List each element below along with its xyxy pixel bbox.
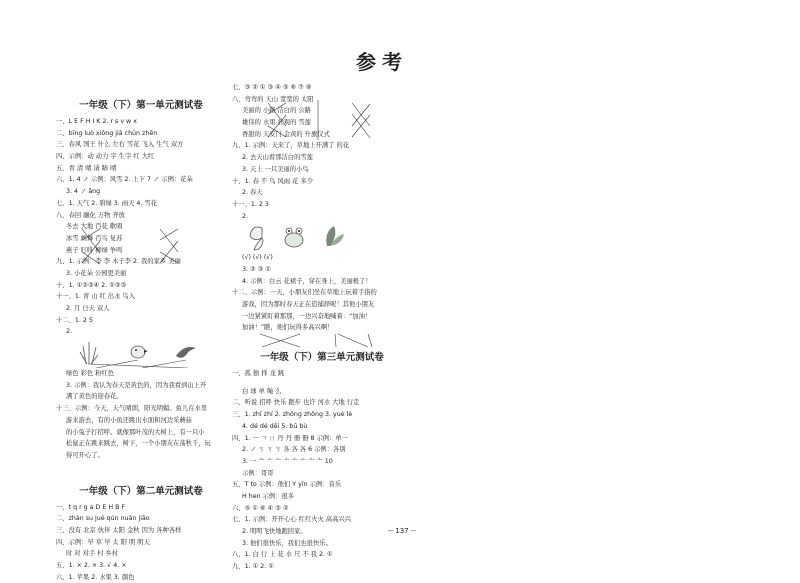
answer-line: 2. bbox=[66, 328, 73, 336]
answer-line: 2. 去天山看那洁白的雪莲 bbox=[242, 154, 313, 162]
matching-line: 燕子 叮咚 柳绿 争鸣 bbox=[66, 246, 123, 254]
answer-line: 3. 天上 一只美丽的小鸟 bbox=[242, 165, 309, 173]
answer-line: 七、③ ② ① ③ ④ ⑤ ⑥ ⑦ ⑧ bbox=[232, 84, 312, 91]
section-title-unit3: 一年级（下）第三单元测试卷 bbox=[260, 352, 384, 364]
column-left bbox=[56, 96, 226, 583]
answer-line: 一、t q r g a D E H B F bbox=[56, 503, 126, 511]
answer-line: 3. 4 ノ ǎng bbox=[66, 188, 101, 196]
answer-line: 二、bīng luò xiōng jiā chūn zhēn bbox=[56, 129, 158, 137]
answer-line: 八、1. 白 行 上 花 水 尺 不 我 2. ① bbox=[232, 551, 333, 559]
bird-flying-icon bbox=[176, 347, 196, 358]
answer-line: 三、春风 国王 什么 左右 雪花 飞入 生气 双方 bbox=[56, 141, 184, 149]
answer-line: 五、T to 示例：他们 Y yīn 示例：音乐 bbox=[232, 481, 342, 489]
answer-line: 四、示例：动 动力 字 生字 红 大红 bbox=[56, 153, 155, 161]
answer-line: 二、zhàn su jué qún nuǎn jiāo bbox=[56, 515, 150, 523]
matching-line: 八、弯弯的 天山 宽宽的 太阳 bbox=[232, 95, 314, 103]
matching-line: 八、春回 融化 万物 齐放 bbox=[56, 211, 125, 219]
answer-line: 2. 明明飞快地跑回家。 bbox=[242, 528, 307, 535]
answer-line: 3. ② ③ ① bbox=[242, 265, 271, 273]
answer-line: 加油！”瞧，他们玩得多高兴啊！ bbox=[242, 324, 334, 332]
answer-line: 九、1. 示例：天来了，草地上开满了 的花 bbox=[232, 142, 350, 150]
answer-line: 十二、示例：一天，小朋友们坐在草地上玩着手指的 bbox=[232, 289, 377, 297]
answer-line: 3. 示例：我认为春天是黄色的，因为我看到山上开 bbox=[66, 381, 207, 389]
answer-line: 五、1. × 2. × 3. √ 4. × bbox=[56, 562, 127, 569]
grass-icon bbox=[80, 342, 98, 364]
answer-line: 松鼠正在跳来跳去，树下，一个小朋友在荡秋千，玩 bbox=[66, 440, 211, 448]
answer-line: H hen 示例：很多 bbox=[242, 492, 295, 500]
answer-line: (√) (√) (√) bbox=[242, 254, 273, 262]
answer-line: 2. 春天 bbox=[242, 189, 263, 197]
answer-line: 六、1. 4 ノ 示例：风雪 2. 上下 7 ノ 示例：花朵 bbox=[56, 176, 193, 184]
answer-line: 二、听说 招呼 快乐 跑步 也许 河水 大地 行走 bbox=[232, 399, 360, 407]
answer-line: 六、⑤ ① ⑥ ④ ③ ② bbox=[232, 504, 289, 512]
picture-illustrations bbox=[56, 338, 226, 368]
answer-line: 七、1. 示例：开开心心 红红火火 高高兴兴 bbox=[232, 516, 352, 524]
answer-line: 3. 他们很快乐，我们也很快乐。 bbox=[242, 539, 332, 547]
answer-line: 七、1. 天气 2. 碧绿 3. 雨天 4. 雪花 bbox=[56, 199, 158, 207]
answer-line: 一、L E F H I K 2. r s v w x bbox=[56, 118, 137, 125]
matching-line: 冰雪 画舞 百鸟 复苏 bbox=[66, 234, 123, 242]
answer-line: 4. dé dé děi 5. bū bù bbox=[242, 422, 308, 430]
answer-line: 十三、示例：今天，天气晴朗，阳光明媚。鱼儿在水里 bbox=[56, 405, 208, 413]
answer-line: 游戏，因为那时春天正在追捕择呢！其他小朋友 bbox=[242, 301, 375, 308]
butterfly-icon bbox=[250, 227, 263, 250]
answer-line: 四、1. 一 ㄱ ㄇ 丹 丹 冊 冊 8 示例：单一 bbox=[232, 434, 348, 442]
matching-line: 一、孤 独 择 龙 跳 bbox=[232, 370, 285, 378]
answer-line: 九、1. ① 2. ① bbox=[232, 563, 274, 571]
picture-row bbox=[232, 222, 412, 252]
matching-line: 冬去 大地 百花 歌唱 bbox=[66, 223, 123, 231]
column-right bbox=[232, 82, 412, 573]
answer-line: 3. 小花朵 公园更美丽 bbox=[66, 269, 127, 277]
answer-line: 一边紧紧盯着那那，一边兴奋地喊着：“加油！ bbox=[242, 312, 372, 320]
matching-line: 白 球 单 绳 么 bbox=[242, 387, 282, 395]
matching-line: 雄伟的 水果 壮观的 雪莲 bbox=[242, 119, 311, 127]
frog-icon bbox=[285, 228, 303, 247]
answer-line: 四、示例：早 草 早 太 阳 明 明天 bbox=[56, 538, 150, 546]
picture-row bbox=[56, 338, 226, 368]
answer-line: 十、1. 春 不 鸟 风雨 花 多少 bbox=[232, 177, 313, 185]
answer-line: 绿色 彩色 粉红色 bbox=[66, 370, 115, 378]
bird-icon bbox=[131, 346, 148, 358]
answer-line: 十、1. ①②③④ 2. ①②③ bbox=[56, 281, 127, 289]
answer-line: 得可开心了。 bbox=[66, 451, 104, 459]
answer-line: 游来游去，有的小鱼还跳出水面和河边采蘑菇 bbox=[66, 416, 192, 424]
answer-line: 时 对 对手 村 乡村 bbox=[66, 550, 119, 558]
answer-line: 2. 月 日天 双人 bbox=[66, 305, 110, 312]
picture-illustrations bbox=[232, 222, 412, 252]
answer-line: 九、1. 示例：李 李 木子李 2. 我的家乡 美丽 bbox=[56, 258, 181, 266]
page-number: -- 137 -- bbox=[388, 527, 416, 535]
section-title-unit2: 一年级（下）第二单元测试卷 bbox=[79, 485, 203, 497]
answer-line: 十二、1. 2 5 bbox=[56, 316, 93, 324]
leaf-icon bbox=[326, 226, 344, 246]
answer-line: 的小兔子打招呼。就像那叶茂的大树上，有一只小 bbox=[66, 428, 205, 436]
answer-line: 三、没有 北京 伙伴 太阳 金秋 因为 各种各样 bbox=[56, 526, 182, 534]
answer-line: 3. 一 亠 亠 亠 亠 亠 亠 亠 亠 10 bbox=[242, 457, 333, 465]
answer-line: 十一、1. 2 3 bbox=[232, 200, 269, 208]
answer-line: 示例：哥哥 bbox=[242, 469, 274, 477]
answer-line: 满了黄色的迎春花。 bbox=[66, 393, 123, 401]
answer-line: 十一、1. 青 山 红 出水 鸟入 bbox=[56, 293, 135, 301]
page-title: 参考 bbox=[356, 50, 408, 74]
section-title-unit1: 一年级（下）第一单元测试卷 bbox=[79, 100, 203, 111]
answer-line: 4. 示例：白云 花裙子，穿在身上，美丽极了！ bbox=[242, 277, 372, 285]
matching-line: 香甜的 天安门 金黄的 升旗仪式 bbox=[242, 130, 330, 138]
matching-line: 美丽的 小路 洁白的 公路 bbox=[242, 107, 311, 115]
answer-line: 六、1. 苹果 2. 水果 3. 颜色 bbox=[56, 573, 135, 581]
answer-line: 2. ノ ㄎ ㄎ ㄎ 各 各 各 6 示例：各别 bbox=[242, 446, 346, 454]
answer-line: 五、青 清 晴 请 睛 晴 bbox=[56, 164, 117, 172]
answer-line: 三、1. zhī zhí 2. zhōng zhǒng 3. yuè lè bbox=[232, 411, 353, 419]
answer-line: 2. bbox=[242, 212, 249, 220]
